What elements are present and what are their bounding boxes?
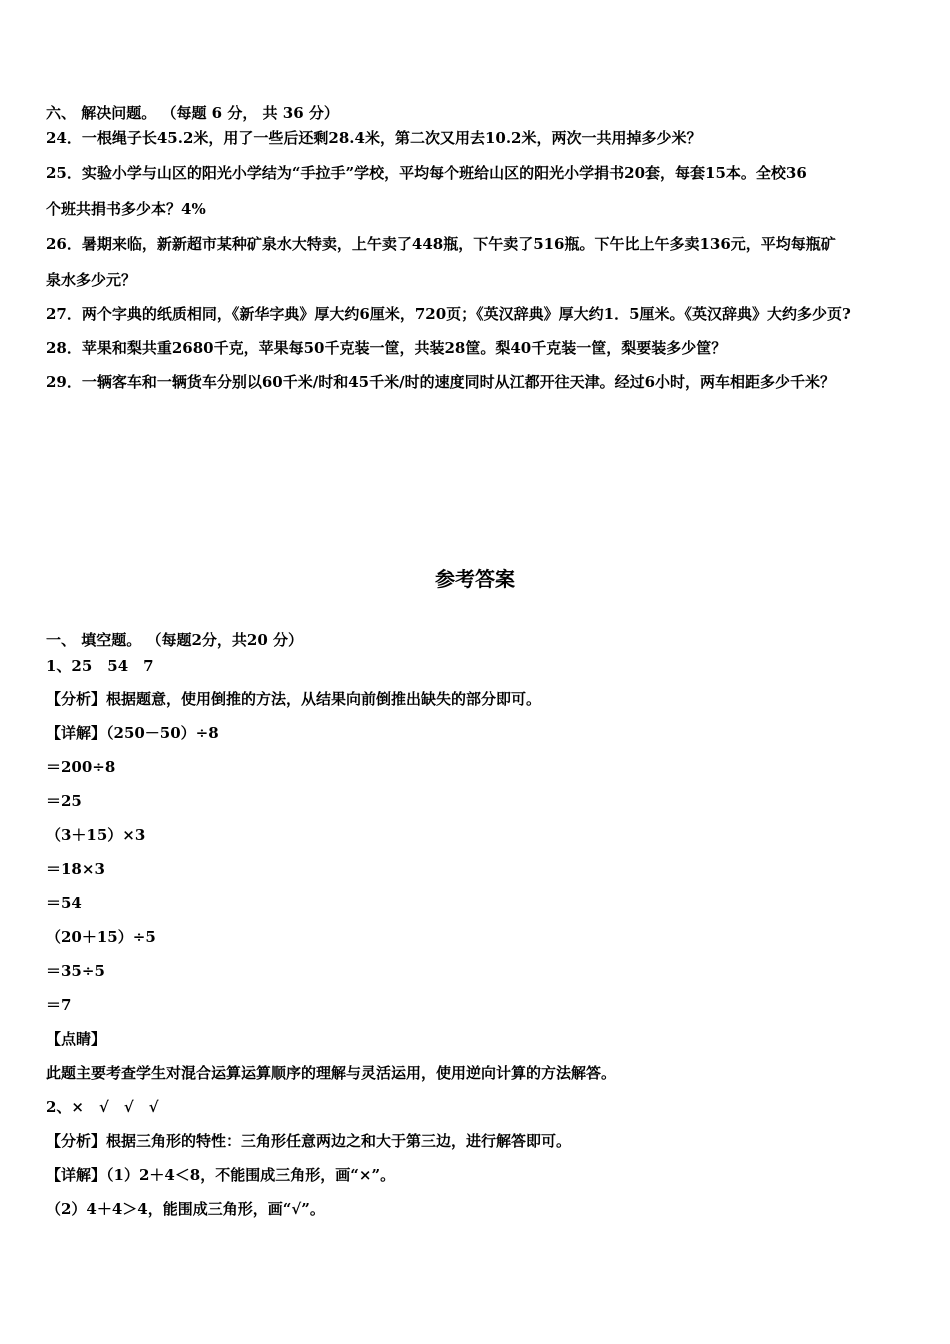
question-26-line1: 26．暑期来临，新新超市某种矿泉水大特卖，上午卖了448瓶，下午卖了516瓶。下午比上午多卖136元，平均每瓶矿 <box>46 235 836 253</box>
question-25-line2: 个班共捐书多少本？4% <box>46 200 206 218</box>
answer-1: 1、25 54 7 <box>46 657 154 675</box>
question-25-line1: 25．实验小学与山区的阳光小学结为“手拉手”学校，平均每个班给山区的阳光小学捐书20套，每套15本。全校36 <box>46 164 807 182</box>
answer-1-step7: ＝35÷5 <box>46 962 105 980</box>
answer-2-analysis: 【分析】根据三角形的特性：三角形任意两边之和大于第三边，进行解答即可。 <box>46 1132 572 1150</box>
answers-heading: 参考答案 <box>435 567 515 591</box>
answer-1-step4: ＝18×3 <box>46 860 105 878</box>
answer-2: 2、× √ √ √ <box>46 1098 159 1116</box>
question-28: 28．苹果和梨共重2680千克，苹果每50千克装一筐，共装28筐。梨40千克装一筐，梨要装多少筐？ <box>46 339 727 357</box>
question-27: 27．两个字典的纸质相同，《新华字典》厚大约6厘米，720页；《英汉辞典》厚大约1．5厘米。《英汉辞典》大约多少页? <box>46 305 851 323</box>
answer-2-detail1: 【详解】（1）2＋4＜8，不能围成三角形，画“×”。 <box>46 1166 396 1184</box>
answer-1-comment-label: 【点睛】 <box>46 1030 107 1048</box>
answer-1-detail: 【详解】（250－50）÷8 <box>46 724 219 742</box>
answers-section1-title: 一、 填空题。 （每题2分，共20 分） <box>46 631 303 649</box>
section6-title: 六、 解决问题。 （每题 6 分， 共 36 分） <box>46 104 339 122</box>
answer-1-step2: ＝25 <box>46 792 82 810</box>
question-26-line2: 泉水多少元？ <box>46 271 137 289</box>
answer-1-step3: （3＋15）×3 <box>46 826 146 844</box>
answer-2-detail2: （2）4＋4＞4，能围成三角形，画“√”。 <box>46 1200 325 1218</box>
answer-1-step5: ＝54 <box>46 894 82 912</box>
answer-1-step6: （20＋15）÷5 <box>46 928 156 946</box>
answer-1-comment: 此题主要考查学生对混合运算运算顺序的理解与灵活运用，使用逆向计算的方法解答。 <box>46 1064 617 1082</box>
question-29: 29．一辆客车和一辆货车分别以60千米/时和45千米/时的速度同时从江都开往天津。经过6小时，两车相距多少千米？ <box>46 373 836 391</box>
answer-1-step8: ＝7 <box>46 996 72 1014</box>
answer-1-step1: ＝200÷8 <box>46 758 116 776</box>
question-24: 24．一根绳子长45.2米，用了一些后还剩28.4米，第二次又用去10.2米，两次一共用掉多少米？ <box>46 129 702 147</box>
answer-1-analysis: 【分析】根据题意，使用倒推的方法，从结果向前倒推出缺失的部分即可。 <box>46 690 542 708</box>
